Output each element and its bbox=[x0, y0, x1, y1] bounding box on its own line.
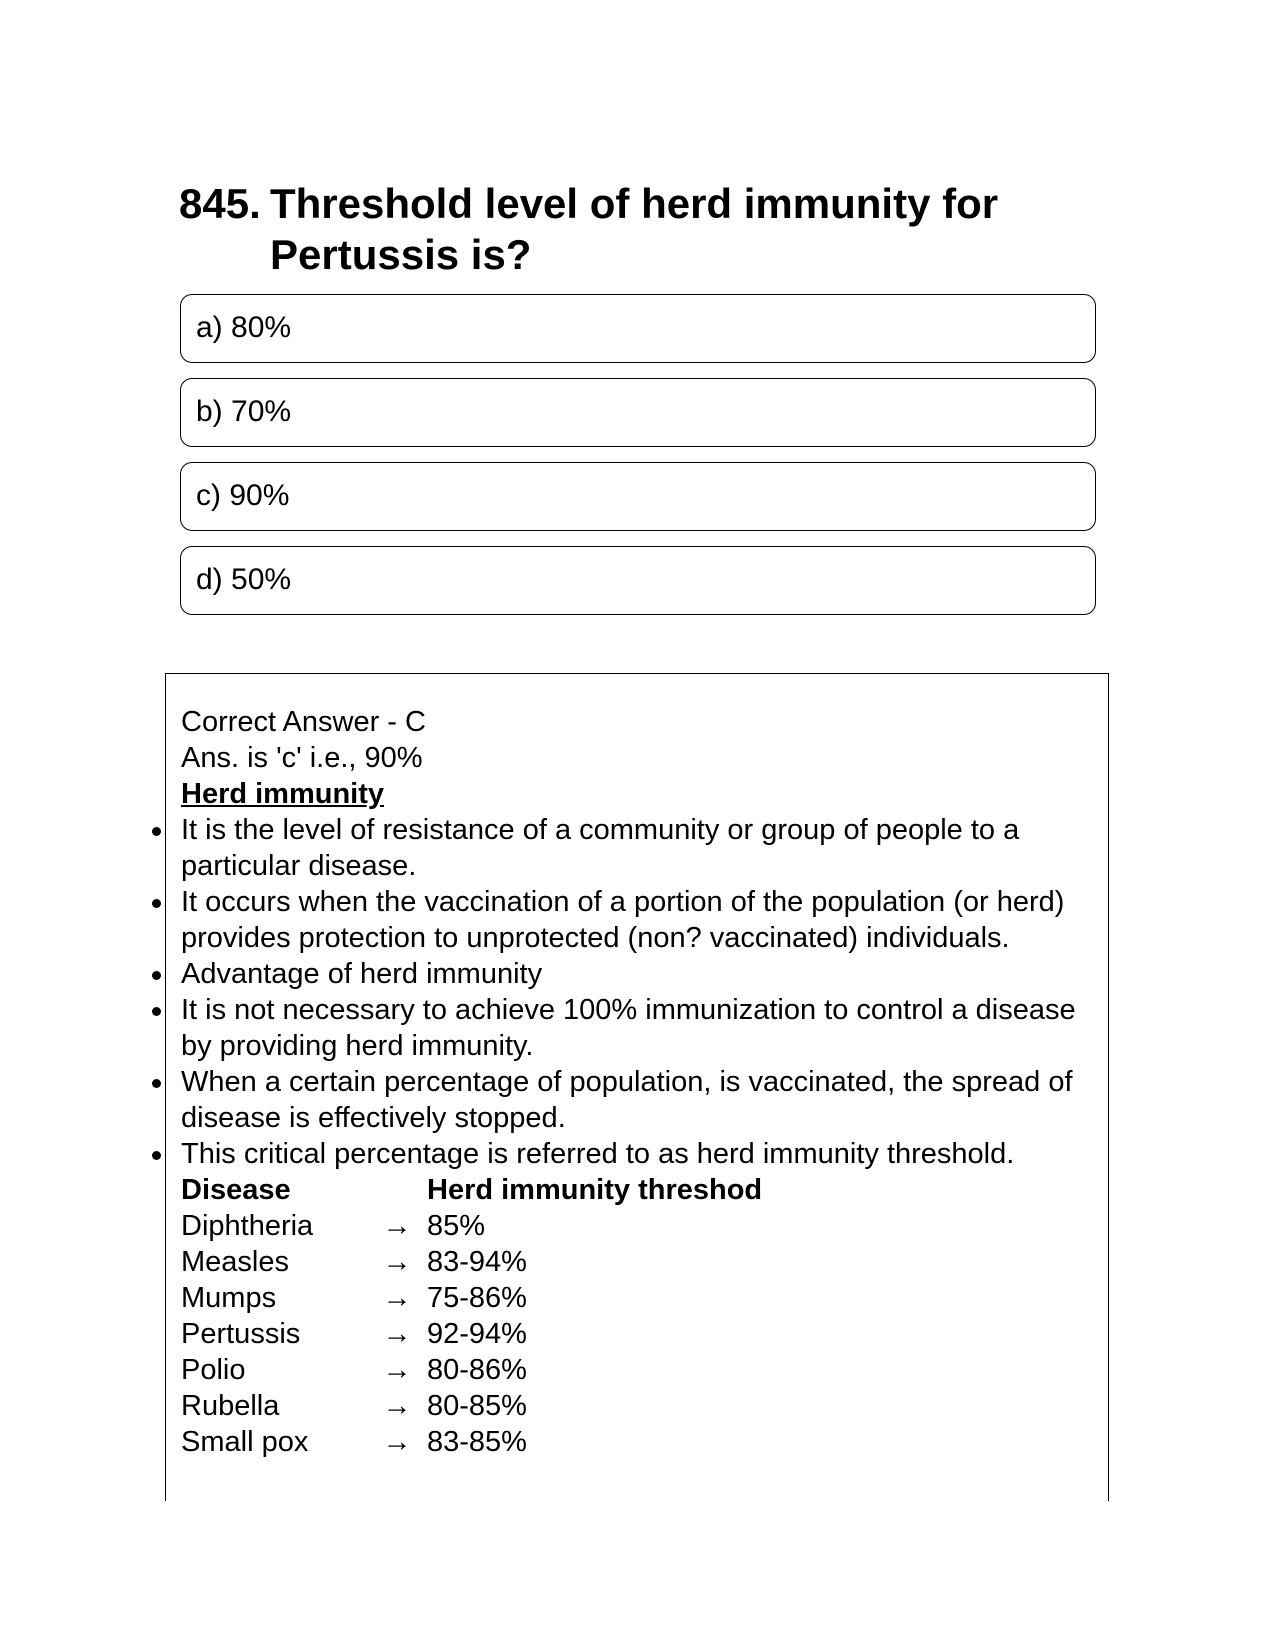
disease-name: Rubella bbox=[181, 1390, 280, 1422]
question-text: Threshold level of herd immunity for Pertussis is? bbox=[270, 180, 999, 278]
option-c[interactable]: c) 90% bbox=[180, 462, 1096, 531]
threshold-value: 80-85% bbox=[427, 1390, 527, 1422]
threshold-value: 83-94% bbox=[427, 1246, 527, 1278]
table-row bbox=[181, 1316, 1081, 1352]
list-item: It is the level of resistance of a community or group of people to a particular disease. bbox=[181, 812, 1081, 884]
question-heading bbox=[179, 178, 1079, 280]
herd-immunity-heading: Herd immunity bbox=[181, 778, 385, 810]
threshold-table-header bbox=[181, 1172, 1081, 1208]
threshold-value: 85% bbox=[427, 1210, 486, 1242]
arrow-icon: → bbox=[382, 1282, 412, 1314]
options-list bbox=[180, 294, 1096, 630]
list-item: When a certain percentage of population, is vaccinated, the spread of disease is effectively stopped. bbox=[181, 1064, 1081, 1136]
table-row bbox=[181, 1280, 1081, 1316]
threshold-value: 92-94% bbox=[427, 1318, 527, 1350]
threshold-value: 80-86% bbox=[427, 1354, 527, 1386]
arrow-icon: → bbox=[382, 1426, 412, 1458]
list-item: This critical percentage is referred to as herd immunity threshold. bbox=[181, 1136, 1081, 1172]
question-number: 845. bbox=[179, 180, 261, 227]
list-item: It occurs when the vaccination of a portion of the population (or herd) provides protection to unprotected (non? vaccinated) individuals. bbox=[181, 884, 1081, 956]
threshold-value: 83-85% bbox=[427, 1426, 527, 1458]
bullet-list bbox=[181, 812, 1081, 1172]
threshold-value: 75-86% bbox=[427, 1282, 527, 1314]
disease-name: Measles bbox=[181, 1246, 289, 1278]
answer-content bbox=[181, 704, 1081, 1460]
table-row bbox=[181, 1424, 1081, 1460]
disease-name: Pertussis bbox=[181, 1318, 301, 1350]
table-row bbox=[181, 1388, 1081, 1424]
arrow-icon: → bbox=[382, 1318, 412, 1350]
correct-answer: Correct Answer - C bbox=[181, 706, 426, 738]
disease-name: Small pox bbox=[181, 1426, 309, 1458]
table-row bbox=[181, 1352, 1081, 1388]
header-threshold: Herd immunity threshod bbox=[427, 1174, 763, 1206]
option-a[interactable]: a) 80% bbox=[180, 294, 1096, 363]
header-disease: Disease bbox=[181, 1174, 291, 1206]
disease-name: Diphtheria bbox=[181, 1210, 314, 1242]
list-item: It is not necessary to achieve 100% immunization to control a disease by providing herd immunity. bbox=[181, 992, 1081, 1064]
disease-name: Mumps bbox=[181, 1282, 277, 1314]
table-row bbox=[181, 1208, 1081, 1244]
disease-name: Polio bbox=[181, 1354, 246, 1386]
option-b[interactable]: b) 70% bbox=[180, 378, 1096, 447]
table-row bbox=[181, 1244, 1081, 1280]
arrow-icon: → bbox=[382, 1354, 412, 1386]
arrow-icon: → bbox=[382, 1210, 412, 1242]
option-d[interactable]: d) 50% bbox=[180, 546, 1096, 615]
list-item: Advantage of herd immunity bbox=[181, 956, 1081, 992]
arrow-icon: → bbox=[382, 1246, 412, 1278]
arrow-icon: → bbox=[382, 1390, 412, 1422]
answer-explanation: Ans. is 'c' i.e., 90% bbox=[181, 742, 423, 774]
